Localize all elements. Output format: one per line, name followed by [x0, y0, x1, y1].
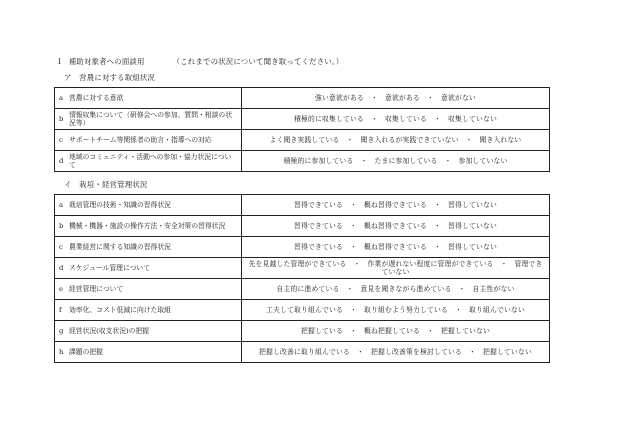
row-options: 積極的に収集している ・ 収集している ・ 収集していない [242, 109, 550, 130]
row-label-text: 地域のコミュニティ・活動への参加・協力状況について [69, 153, 232, 169]
row-label-text: 営農に対する意欲 [69, 94, 124, 102]
row-options: 自主的に進めている ・ 意見を聞きながら進めている ・ 自主性がない [242, 279, 550, 300]
group-b-table [54, 194, 550, 363]
row-label-text: 経営状況(収支状況)の把握 [69, 327, 150, 335]
row-label-text: 栽培管理の技術・知識の習得状況 [69, 201, 171, 209]
row-key: h [59, 348, 64, 356]
table-row [55, 151, 550, 172]
row-key: c [59, 136, 63, 144]
row-options: 工夫して取り組んでいる ・ 取り組むよう努力している ・ 取り組んでいない [242, 300, 550, 321]
row-key: a [59, 201, 64, 209]
row-key: b [59, 115, 64, 123]
section-title: Ⅰ 補助対象者への面談用 [58, 57, 145, 66]
row-label-text: 農業経営に関する知識の習得状況 [69, 243, 171, 251]
group-a-heading: ア 営農に対する取組状況 [64, 73, 156, 82]
row-key: d [59, 157, 64, 165]
table-row [55, 279, 550, 300]
section-heading [58, 56, 343, 67]
row-label [55, 130, 242, 151]
row-label-text: 効率化、コスト低減に向けた取組 [69, 306, 171, 314]
row-label-text: スケジュール管理について [69, 264, 151, 272]
row-key: e [59, 285, 64, 293]
table-row [55, 88, 550, 109]
group-a-table [54, 87, 550, 172]
group-b-heading: イ 栽培・経営管理状況 [64, 180, 148, 189]
row-label-text: 経営管理について [69, 285, 124, 293]
row-label [55, 109, 242, 130]
section-note: （これまでの状況について聞き取ってください。） [172, 57, 344, 66]
table-row [55, 130, 550, 151]
table-row [55, 342, 550, 363]
row-options: 把握している ・ 概ね把握している ・ 把握していない [242, 321, 550, 342]
row-options: 先を見越した管理ができている ・ 作業が遅れない程度に管理ができている ・ 管理できていない [242, 258, 550, 279]
row-label-text: 機械・機器・施設の操作方法・安全対策の習得状況 [69, 222, 226, 230]
row-key: d [59, 264, 64, 272]
row-key: g [59, 327, 64, 335]
table-row [55, 195, 550, 216]
row-options: 強い意欲がある ・ 意欲がある ・ 意欲がない [242, 88, 550, 109]
row-label [55, 195, 242, 216]
row-label [55, 342, 242, 363]
row-key: a [59, 94, 64, 102]
row-label-text: 情報収集について（研修会への参加、質問・相談の状況等） [69, 111, 232, 127]
row-options: 習得できている ・ 概ね習得できている ・ 習得していない [242, 237, 550, 258]
row-key: b [59, 222, 64, 230]
table-row [55, 258, 550, 279]
row-label [55, 300, 242, 321]
row-label [55, 279, 242, 300]
row-label [55, 216, 242, 237]
row-key: c [59, 243, 63, 251]
table-row [55, 300, 550, 321]
row-label-text: サポートチーム等関係者の助言・指導への対応 [69, 136, 212, 144]
table-row [55, 237, 550, 258]
row-options: 把握し改善に取り組んでいる ・ 把握し改善策を検討している ・ 把握していない [242, 342, 550, 363]
table-row [55, 109, 550, 130]
row-label [55, 88, 242, 109]
row-label [55, 321, 242, 342]
row-label [55, 258, 242, 279]
table-row [55, 216, 550, 237]
row-options: 習得できている ・ 概ね習得できている ・ 習得していない [242, 216, 550, 237]
row-label [55, 237, 242, 258]
row-label [55, 151, 242, 172]
table-row [55, 321, 550, 342]
row-label-text: 課題の把握 [69, 348, 103, 356]
row-key: f [59, 306, 62, 314]
row-options: 習得できている ・ 概ね習得できている ・ 習得していない [242, 195, 550, 216]
row-options: よく聞き実践している ・ 聞き入れるが実践できていない ・ 聞き入れない [242, 130, 550, 151]
row-options: 積極的に参加している ・ たまに参加している ・ 参加していない [242, 151, 550, 172]
